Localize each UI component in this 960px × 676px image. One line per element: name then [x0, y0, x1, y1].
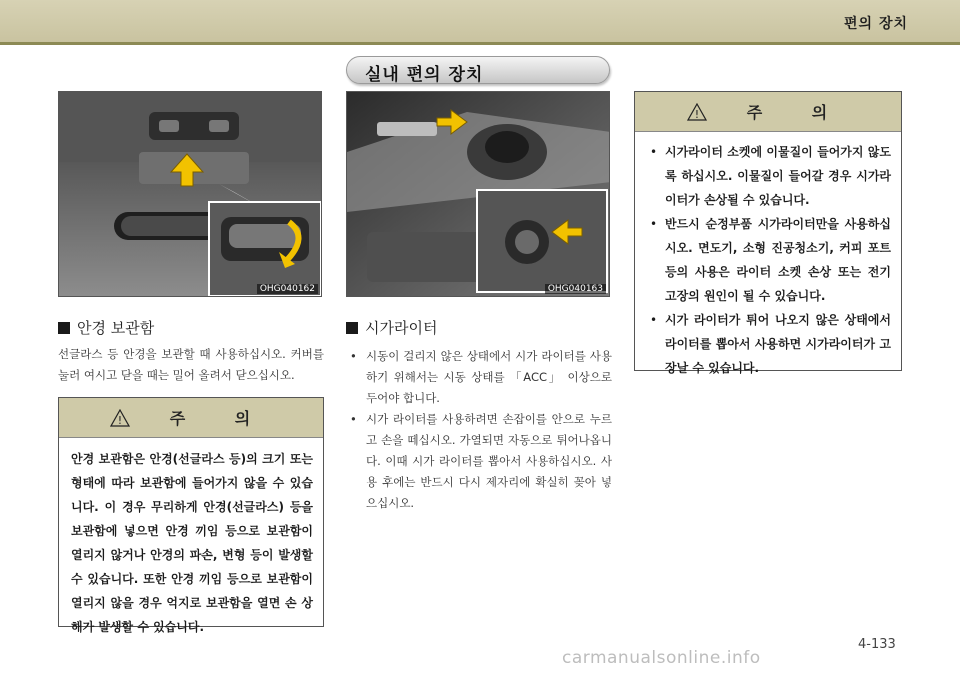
list-item: • 시동이 걸리지 않은 상태에서 시가 라이터를 사용하기 위해서는 시동 상태를 「ACC」 이상으로 두어야 합니다.: [350, 349, 612, 405]
page-number: 4-133: [858, 637, 896, 652]
list-item: • 시가라이터 소켓에 이물질이 들어가지 않도록 하십시오. 이물질이 들어갈 경우 시가라이터가 손상될 수 있습니다.: [650, 145, 891, 207]
glasses-heading: 안경 보관함: [58, 317, 154, 338]
square-bullet-icon: [58, 322, 70, 334]
warning-triangle-icon: [110, 409, 130, 427]
caution-title: 주 의: [169, 409, 273, 428]
figure-code-center: OHG040163: [545, 284, 606, 294]
svg-text:!: !: [117, 413, 122, 427]
caution-header: [59, 398, 323, 438]
figure-code-left: OHG040162: [257, 284, 318, 294]
svg-text:!: !: [694, 107, 699, 121]
header-bar: [0, 0, 960, 42]
list-item: • 시가 라이터가 튀어 나오지 않은 상태에서 라이터를 뽑아서 사용하면 시가라이터가 고장날 수 있습니다.: [650, 313, 891, 375]
cigar-lighter-photo: [346, 91, 610, 297]
section-title: 실내 편의 장치: [365, 65, 484, 85]
caution-title: 주 의: [746, 103, 850, 122]
square-bullet-icon: [346, 322, 358, 334]
caution-list: [635, 132, 901, 388]
watermark: carmanualsonline.info: [562, 648, 761, 668]
section-title-pill: [346, 56, 610, 84]
glasses-description: 선글라스 등 안경을 보관할 때 사용하십시오. 커버를 눌러 여시고 닫을 때는 밀어 올려서 닫으십시오.: [58, 347, 324, 382]
list-item: • 반드시 순정부품 시가라이터만을 사용하십시오. 면도기, 소형 진공청소기, 커피 포트 등의 사용은 라이터 소켓 손상 또는 전기 고장의 원인이 될 수 있습니다.: [650, 217, 891, 303]
caution-text: 안경 보관함은 안경(선글라스 등)의 크기 또는 형태에 따라 보관함에 들어가지 않을 수 있습니다. 이 경우 무리하게 안경(선글라스) 등을 보관함에 넣으면 안경 끼임 등으로 보관함이 열리지 않거나 안경의 파손, 변형 등이 발생할 수 있습니다. 또한 안경 끼임 등으로 보관함이 열리지 않을 경우 억지로 보관함을 열면 손 상해가 발생할 수 있습니다.: [71, 452, 313, 634]
lighter-instructions: [346, 346, 612, 514]
lighter-caution-box: [634, 91, 902, 375]
glasses-holder-photo: [58, 91, 322, 297]
list-item: • 시가 라이터를 사용하려면 손잡이를 안으로 누르고 손을 떼십시오. 가열되면 자동으로 튀어나옵니다. 이때 시가 라이터를 뽑아서 사용하십시오. 사용 후에는 반드시 다시 제자리에 확실히 꽂아 넣으십시오.: [350, 412, 612, 510]
lighter-heading: 시가라이터: [346, 317, 437, 338]
caution-header: [635, 92, 901, 132]
warning-triangle-icon: [687, 103, 707, 121]
chapter-title: 편의 장치: [844, 16, 908, 32]
glasses-caution-box: [58, 397, 324, 634]
header-divider: [0, 42, 960, 45]
